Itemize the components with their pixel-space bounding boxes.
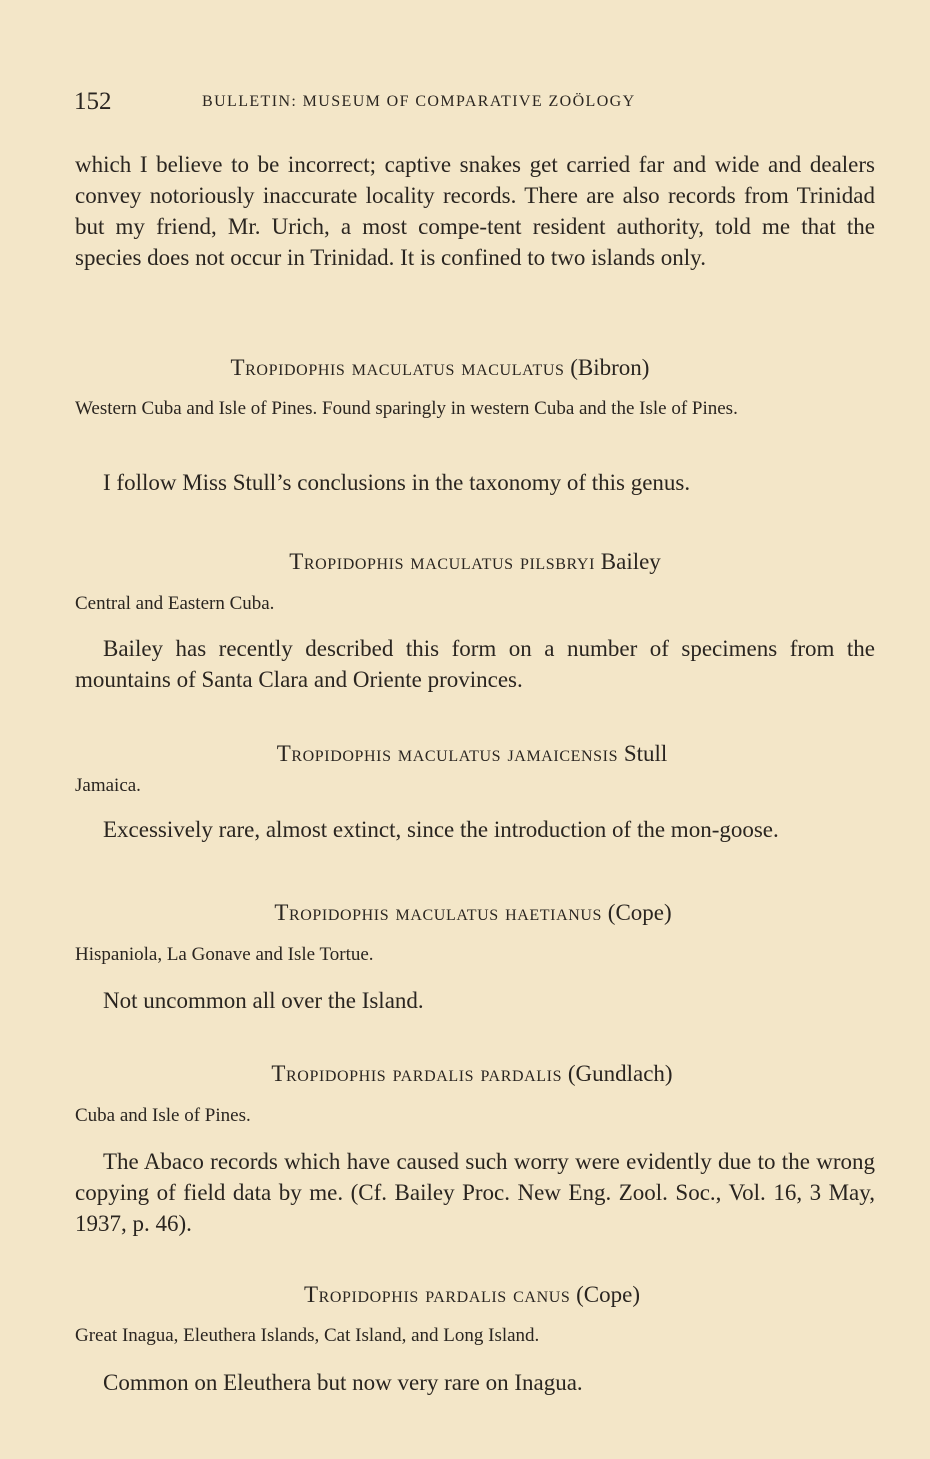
species-note: I follow Miss Stull’s conclusions in the taxonomy of this genus. — [103, 470, 691, 495]
species-range: Hispaniola, La Gonave and Isle Tortue. — [75, 944, 374, 965]
species-name: Tropidophis maculatus pilsbryi — [289, 549, 596, 574]
species-heading — [8, 898, 930, 928]
species-note: Common on Eleuthera but now very rare on Inagua. — [103, 1370, 583, 1395]
species-range: Great Inagua, Eleuthera Islands, Cat Island, and Long Island. — [75, 1325, 540, 1346]
species-heading — [7, 1280, 930, 1310]
running-title: BULLETIN: MUSEUM OF COMPARATIVE ZOÖLOGY — [202, 93, 636, 110]
species-note: The Abaco records which have caused such worry were evidently due to the wrong copying of field data by me. (Cf. Bailey Proc. New Eng. Zool. Soc., Vol. 16, 3 May, 1937, p. 46). — [75, 1149, 875, 1236]
page-number: 152 — [74, 88, 112, 115]
species-heading — [7, 1059, 930, 1089]
species-name: Tropidophis maculatus maculatus — [230, 355, 565, 380]
species-range: Central and Eastern Cuba. — [75, 593, 275, 614]
species-author: (Cope) — [576, 1282, 641, 1307]
intro-paragraph: which I believe to be incorrect; captive snakes get carried far and wide and dealers convey notoriously inaccurate locality records. There are also records from Trinidad but my friend, Mr. Urich, a most compe-tent resident authority, told me that the species does not occur in Trinidad. It is confined to two islands only. — [75, 152, 875, 270]
species-author: Bailey — [600, 549, 661, 574]
species-name: Tropidophis maculatus haetianus — [274, 900, 603, 925]
species-range: Western Cuba and Isle of Pines. Found sparingly in western Cuba and the Isle of Pines. — [75, 398, 738, 419]
species-range: Jamaica. — [75, 775, 141, 796]
species-author: (Bibron) — [570, 355, 650, 380]
species-heading — [10, 547, 930, 577]
species-heading — [7, 739, 930, 769]
species-range: Cuba and Isle of Pines. — [75, 1105, 251, 1126]
species-author: Stull — [623, 741, 668, 766]
species-heading — [0, 353, 905, 383]
species-name: Tropidophis pardalis canus — [303, 1282, 571, 1307]
species-name: Tropidophis maculatus jamaicensis — [276, 741, 619, 766]
species-note: Excessively rare, almost extinct, since the introduction of the mon-goose. — [103, 817, 779, 842]
species-note: Not uncommon all over the Island. — [103, 988, 424, 1013]
species-author: (Gundlach) — [567, 1061, 673, 1086]
species-name: Tropidophis pardalis pardalis — [271, 1061, 563, 1086]
species-note: Bailey has recently described this form on a number of specimens from the mountains of Santa Clara and Oriente provinces. — [75, 636, 875, 692]
species-author: (Cope) — [607, 900, 672, 925]
